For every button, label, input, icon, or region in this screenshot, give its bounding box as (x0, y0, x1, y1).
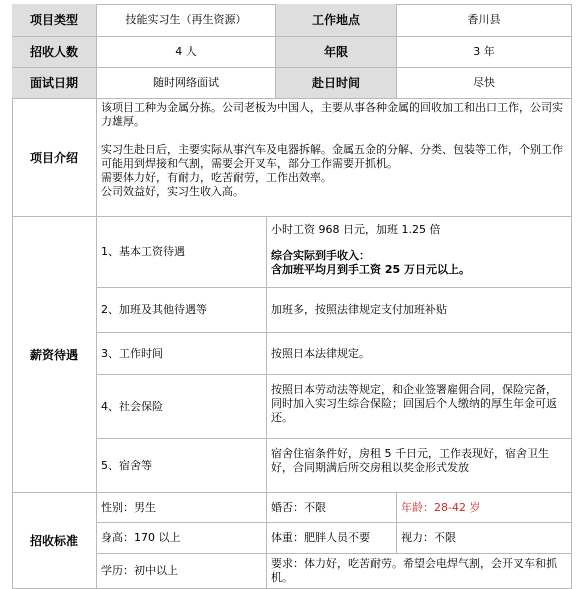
req-age: 年龄：28-42 岁 (397, 493, 572, 523)
location-value: 香川县 (397, 4, 572, 37)
actual-income-title: 综合实际到手收入： (271, 249, 370, 262)
salary-item-overtime: 2、加班及其他待遇等 (97, 288, 267, 333)
salary-item-insurance: 4、社会保险 (97, 375, 267, 439)
interview-value: 随时网络面试 (97, 68, 276, 99)
interview-label: 面试日期 (12, 68, 97, 99)
basic-hourly-wage: 小时工资 968 日元，加班 1.25 倍 (271, 223, 441, 236)
salary-dorm-detail: 宿舍住宿条件好，房租 5 千日元，工作表现好，宿舍卫生好，合同期满后所交房租以奖金形式发放 (267, 439, 572, 493)
actual-income-amount: 含加班平均月到手工资 25 万日元以上。 (271, 263, 470, 276)
salary-label: 薪资待遇 (12, 217, 97, 493)
intro-text (97, 99, 572, 217)
req-gender: 性别：男生 (97, 493, 267, 523)
intro-paragraph-3: 需要体力好，有耐力，吃苦耐劳，工作出效率。 (101, 171, 332, 184)
salary-item-basic: 1、基本工资待遇 (97, 217, 267, 288)
term-label: 年限 (276, 37, 397, 68)
req-demand: 要求：体力好，吃苦耐劳。希望会电焊气割，会开叉车和抓机。 (267, 554, 572, 589)
location-label: 工作地点 (276, 4, 397, 37)
intro-paragraph-2: 实习生赴日后，主要实际从事汽车及电器拆解。金属五金的分解、分类、包装等工作，个别工作可能用到焊接和气割，需要会开叉车，部分工作需要开抓机。 (101, 143, 563, 170)
salary-basic-detail (267, 217, 572, 288)
salary-item-hours: 3、工作时间 (97, 333, 267, 375)
requirements-label: 招收标准 (12, 493, 97, 589)
project-type-value: 技能实习生（再生资源） (97, 4, 276, 37)
req-vision: 视力：不限 (397, 523, 572, 554)
headcount-label: 招收人数 (12, 37, 97, 68)
req-weight: 体重：肥胖人员不要 (267, 523, 397, 554)
departure-label: 赴日时间 (276, 68, 397, 99)
project-type-label: 项目类型 (12, 4, 97, 37)
intro-paragraph-4: 公司效益好，实习生收入高。 (101, 185, 244, 198)
headcount-value: 4 人 (97, 37, 276, 68)
req-education: 学历：初中以上 (97, 554, 267, 589)
req-height: 身高：170 以上 (97, 523, 267, 554)
intro-label: 项目介绍 (12, 99, 97, 217)
salary-hours-detail: 按照日本法律规定。 (267, 333, 572, 375)
intro-paragraph-1: 该项目工种为金属分拣。公司老板为中国人，主要从事各种金属的回收加工和出口工作，公司实力雄厚。 (101, 101, 563, 128)
salary-item-dorm: 5、宿舍等 (97, 439, 267, 493)
salary-insurance-detail: 按照日本劳动法等规定，和企业签署雇佣合同，保险完备，同时加入实习生综合保险；回国后个人缴纳的厚生年金可返还。 (267, 375, 572, 439)
departure-value: 尽快 (397, 68, 572, 99)
req-marriage: 婚否：不限 (267, 493, 397, 523)
salary-overtime-detail: 加班多，按照法律规定支付加班补贴 (267, 288, 572, 333)
term-value: 3 年 (397, 37, 572, 68)
